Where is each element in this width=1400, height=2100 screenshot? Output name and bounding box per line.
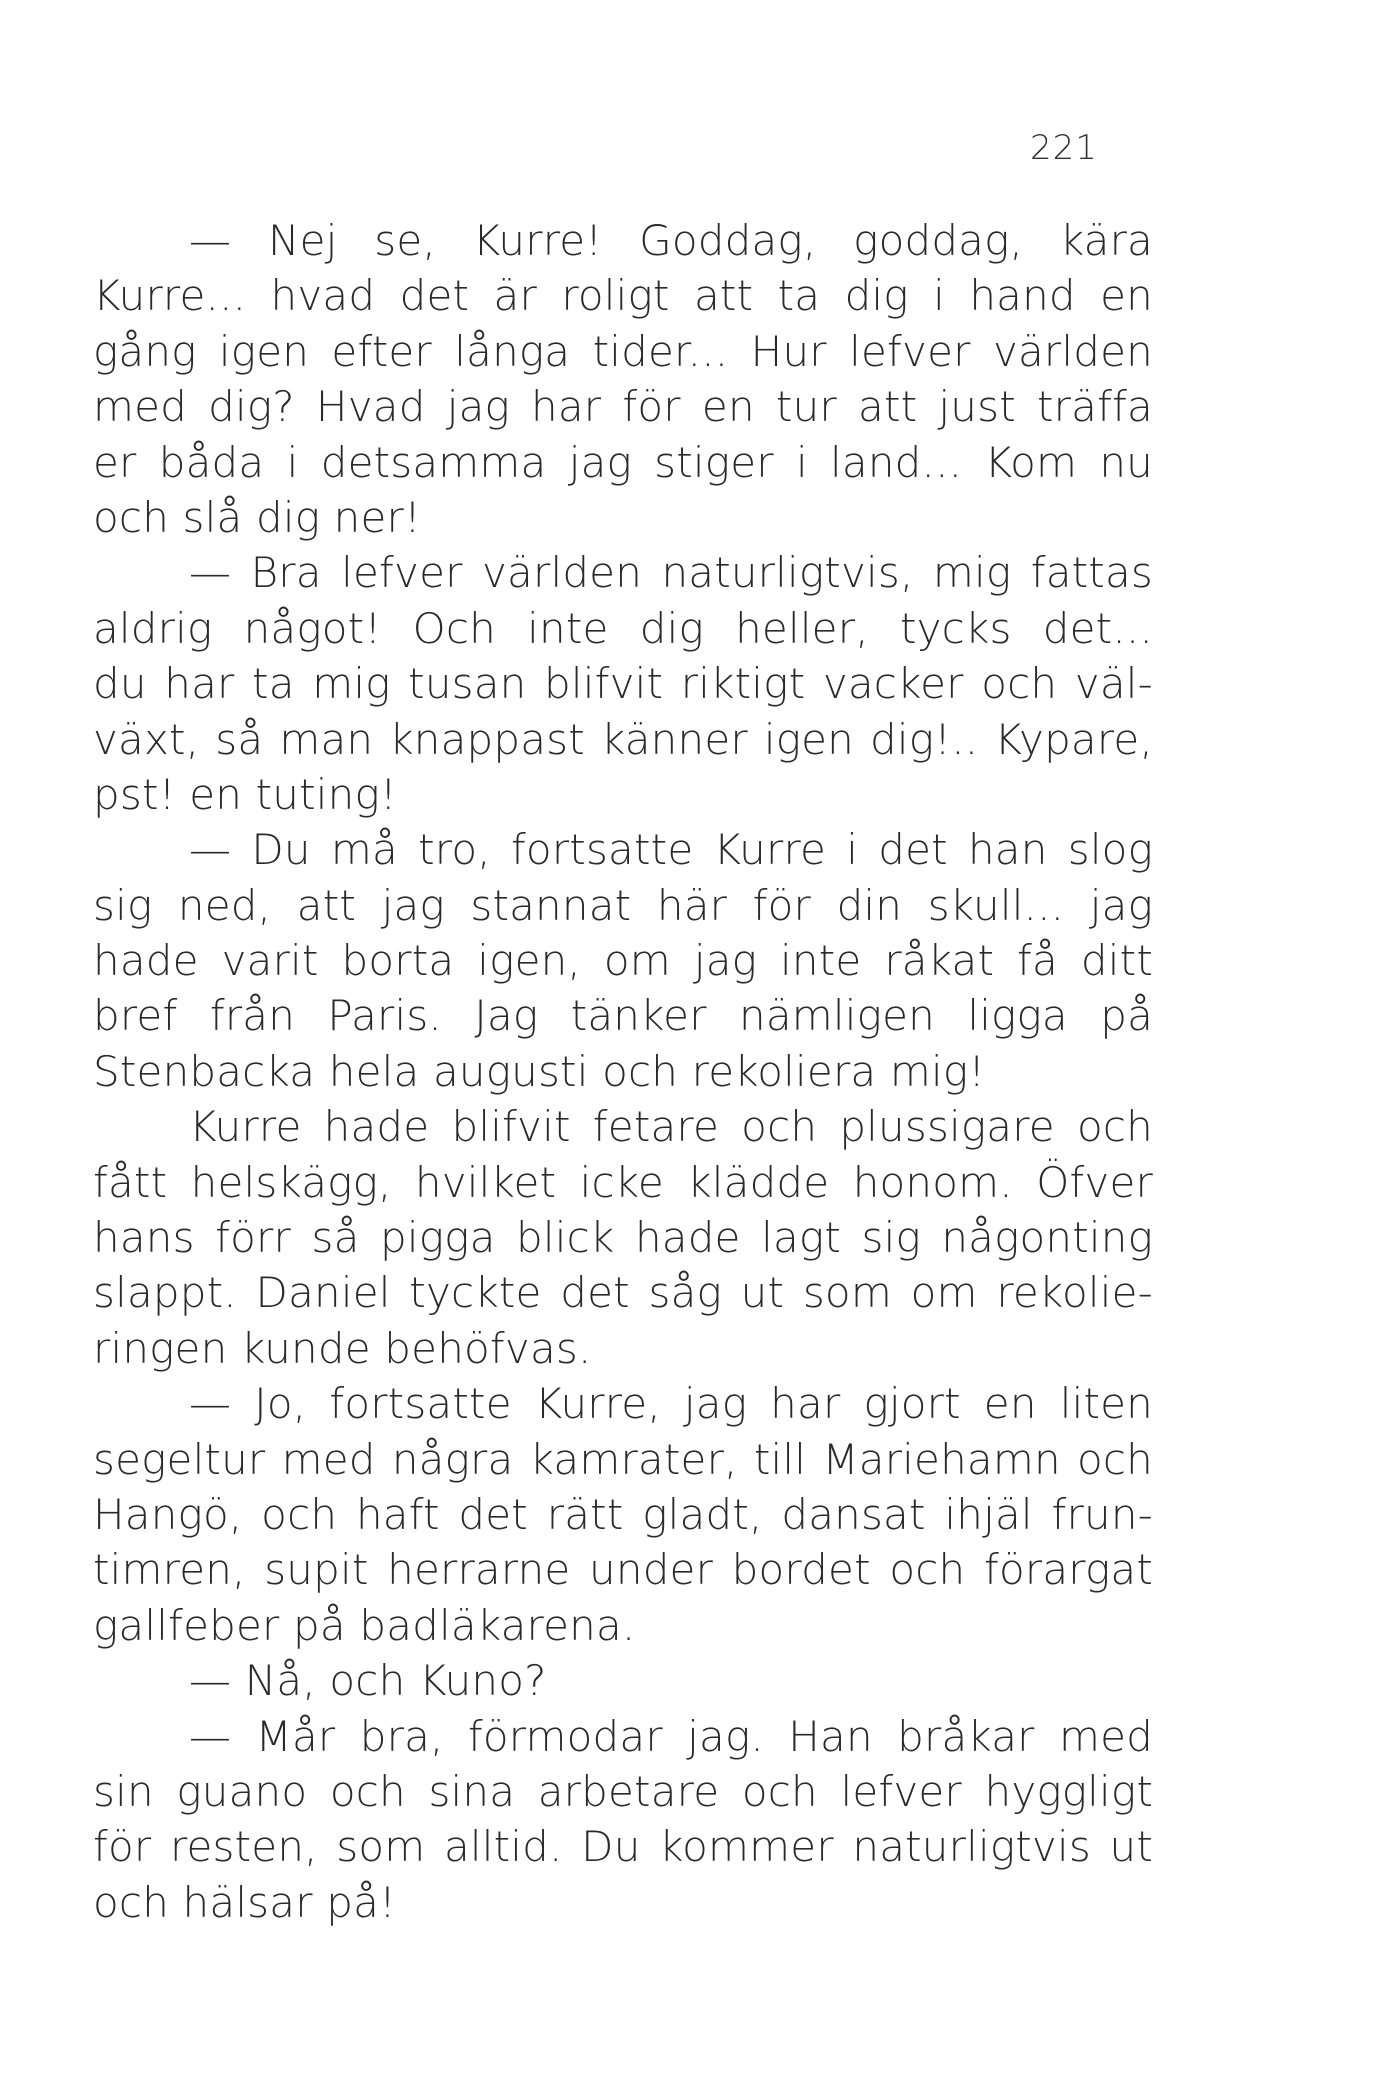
text-line: — Jo, fortsatte Kurre, jag har gjort en liten: [189, 1379, 1153, 1429]
text-line: — Nej se, Kurre! Goddag, goddag, kära: [189, 216, 1153, 265]
text-line: gallfeber på badläkarena.: [93, 1600, 636, 1650]
text-line: ringen kunde behöfvas.: [93, 1323, 592, 1373]
page-number: 221: [1030, 128, 1098, 168]
text-line: hade varit borta igen, om jag inte råkat få ditt: [93, 936, 1153, 986]
text-line: sig ned, att jag stannat här för din skull... jag: [93, 880, 1153, 930]
text-line: och slå dig ner!: [93, 492, 422, 542]
text-line: Hangö, och haft det rätt gladt, dansat ihjäl frun-: [93, 1489, 1153, 1539]
text-line: slappt. Daniel tyckte det såg ut som om rekolie-: [93, 1268, 1153, 1318]
text-line: du har ta mig tusan blifvit riktigt vacker och väl-: [93, 659, 1153, 709]
text-line: fått helskägg, hvilket icke klädde honom. Öfver: [93, 1157, 1153, 1207]
text-line: hans förr så pigga blick hade lagt sig någonting: [93, 1213, 1153, 1263]
text-line: sin guano och sina arbetare och lefver hyggligt: [93, 1766, 1153, 1816]
text-line: bref från Paris. Jag tänker nämligen ligga på: [93, 991, 1153, 1041]
text-line: växt, så man knappast känner igen dig!.. Kypare,: [93, 714, 1153, 764]
text-line: för resten, som alltid. Du kommer naturligtvis ut: [93, 1822, 1153, 1872]
text-line: timren, supit herrarne under bordet och förargat: [93, 1545, 1153, 1595]
text-line: segeltur med några kamrater, till Mariehamn och: [93, 1434, 1153, 1484]
text-line: Kurre hade blifvit fetare och plussigare och: [189, 1102, 1153, 1152]
text-line: — Bra lefver världen naturligtvis, mig fattas: [189, 548, 1153, 598]
text-line: Kurre... hvad det är roligt att ta dig i hand en: [93, 271, 1153, 321]
body-text: [93, 213, 1153, 1930]
text-line: aldrig något! Och inte dig heller, tycks det...: [93, 603, 1153, 653]
text-line: pst! en tuting!: [93, 769, 397, 819]
text-line: — Mår bra, förmodar jag. Han bråkar med: [189, 1711, 1153, 1761]
text-line: Stenbacka hela augusti och rekoliera mig!: [93, 1046, 986, 1096]
text-line: gång igen efter långa tider... Hur lefver världen: [93, 326, 1153, 376]
text-line: er båda i detsamma jag stiger i land... Kom nu: [93, 437, 1153, 487]
text-line: med dig? Hvad jag har för en tur att just träffa: [93, 382, 1153, 432]
text-line: och hälsar på!: [93, 1877, 397, 1927]
text-line: — Du må tro, fortsatte Kurre i det han slog: [189, 825, 1153, 875]
text-line: — Nå, och Kuno?: [189, 1656, 547, 1706]
